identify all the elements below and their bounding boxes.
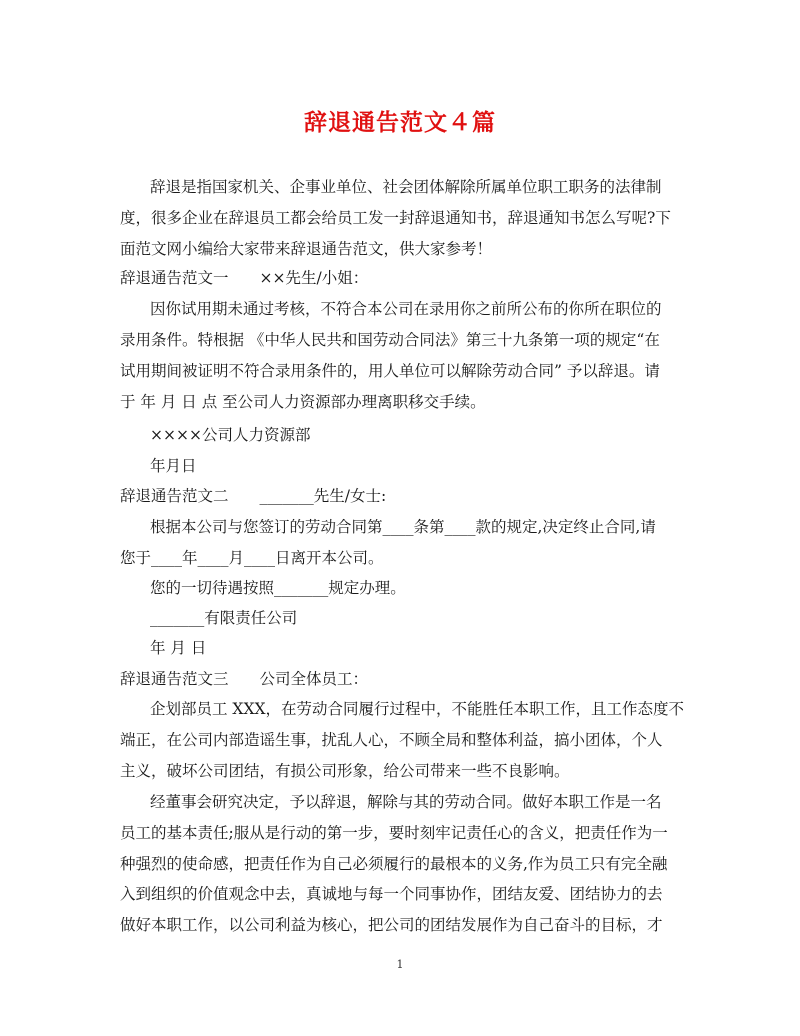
paragraph-line: 端正，在公司内部造谣生事，扰乱人心，不顾全局和整体利益，搞小团体，个人 (120, 731, 663, 749)
signature-line: _______有限责任公司 (150, 609, 298, 627)
paragraph-line: 主义，破坏公司团结，有损公司形象，给公司带来一些不良影响。 (120, 762, 570, 780)
paragraph-line: 企划部员工 XXX，在劳动合同履行过程中，不能胜任本职工作，且工作态度不 (150, 700, 685, 718)
signature-line: ××××公司人力资源部 (150, 426, 311, 444)
section-heading: 辞退通告范文一 ××先生/小姐： (120, 269, 369, 287)
section-heading: 辞退通告范文三 公司全体员工： (120, 670, 369, 688)
paragraph-line: 辞退是指国家机关、企事业单位、社会团体解除所属单位职工职务的法律制 (150, 178, 662, 196)
paragraph-line: 根据本公司与您签订的劳动合同第____条第____款的规定,决定终止合同,请 (150, 518, 656, 536)
paragraph-line: 入到组织的价值观念中去，真诚地与每一个同事协作，团结友爱、团结协力的去 (120, 885, 663, 903)
paragraph-line: 录用条件。特根据 《中华人民共和国劳动合同法》第三十九条第一项的规定“在 (120, 331, 660, 349)
paragraph-line: 做好本职工作，以公司利益为核心，把公司的团结发展作为自己奋斗的目标，才 (120, 916, 663, 934)
paragraph-line: 于 年 月 日 点 至公司人力资源部办理离职移交手续。 (120, 393, 486, 411)
paragraph-line: 面范文网小编给大家带来辞退通告范文，供大家参考！ (120, 240, 493, 258)
date-line: 年月日 (150, 457, 197, 475)
paragraph-line: 您的一切待遇按照_______规定办理。 (150, 579, 406, 597)
paragraph-line: 试用期间被证明不符合录用条件的，用人单位可以解除劳动合同” 予以辞退。请 (120, 362, 660, 380)
paragraph-line: 您于____年____月____日离开本公司。 (120, 549, 384, 567)
paragraph-line: 因你试用期未通过考核，不符合本公司在录用你之前所公布的你所在职位的 (150, 300, 662, 318)
paragraph-line: 种强烈的使命感，把责任作为自己必须履行的最根本的义务,作为员工只有完全融 (120, 855, 668, 873)
section-heading: 辞退通告范文二 _______先生/女士: (120, 487, 387, 505)
date-line: 年 月 日 (150, 639, 207, 657)
paragraph-line: 度，很多企业在辞退员工都会给员工发一封辞退通知书，辞退通知书怎么写呢?下 (120, 209, 671, 227)
page-number: 1 (396, 958, 404, 971)
document-title: 辞退通告范文４篇 (304, 109, 496, 136)
paragraph-line: 员工的基本责任;服从是行动的第一步，要时刻牢记责任心的含义，把责任作为一 (120, 824, 668, 842)
paragraph-line: 经董事会研究决定，予以辞退，解除与其的劳动合同。做好本职工作是一名 (150, 793, 662, 811)
